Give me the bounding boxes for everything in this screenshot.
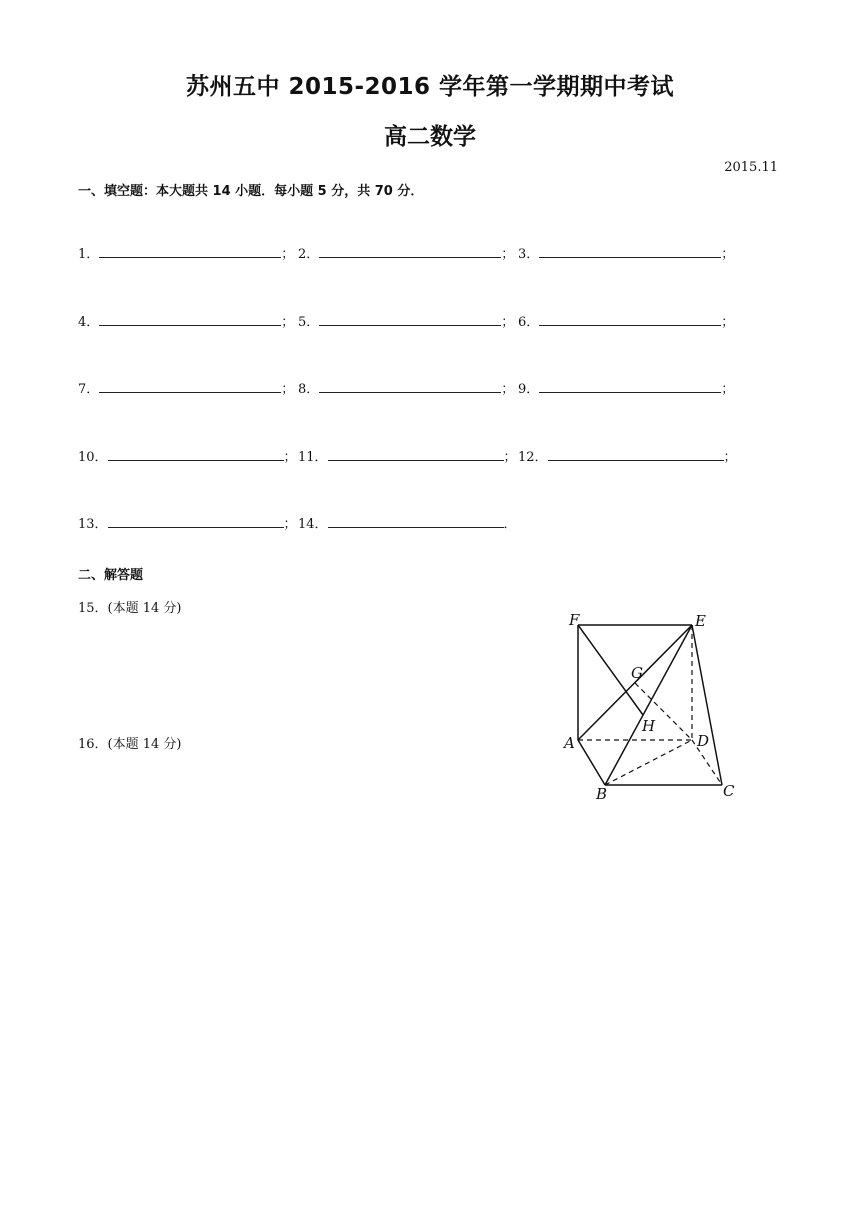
- label-E: E: [695, 612, 706, 630]
- answer-blank-3[interactable]: 3． ；: [518, 243, 734, 262]
- answer-blank-14[interactable]: 14． ．: [298, 513, 517, 532]
- answer-blank-11[interactable]: 11． ；: [298, 446, 517, 465]
- label-B: B: [596, 785, 608, 803]
- geometry-figure: [555, 605, 755, 805]
- edge-BE: [605, 625, 692, 785]
- label-D: D: [697, 732, 710, 750]
- answer-blank-4[interactable]: 4． ；: [78, 311, 294, 330]
- answer-blank-2[interactable]: 2． ；: [298, 243, 514, 262]
- exam-subject: 高二数学: [384, 124, 476, 150]
- answer-blank-12[interactable]: 12． ；: [518, 446, 737, 465]
- exam-title: 苏州五中 2015-2016 学年第一学期期中考试: [185, 74, 675, 100]
- label-G: G: [631, 664, 643, 682]
- question-16-label: 16．(本题 14 分): [78, 737, 182, 752]
- label-H: H: [642, 717, 656, 735]
- answer-blank-5[interactable]: 5． ；: [298, 311, 514, 330]
- label-F: F: [569, 611, 580, 629]
- question-15-label: 15．(本题 14 分): [78, 601, 182, 616]
- answer-blank-10[interactable]: 10． ；: [78, 446, 297, 465]
- answer-blank-8[interactable]: 8． ；: [298, 378, 514, 397]
- answer-blank-9[interactable]: 9． ；: [518, 378, 734, 397]
- label-C: C: [723, 782, 735, 800]
- edge-AB: [578, 740, 605, 785]
- answer-blank-1[interactable]: 1． ；: [78, 243, 294, 262]
- edge-EC: [692, 625, 722, 785]
- answer-blank-6[interactable]: 6． ；: [518, 311, 734, 330]
- section-solutions-heading: 二、解答题: [78, 568, 144, 583]
- answer-blank-7[interactable]: 7． ；: [78, 378, 294, 397]
- exam-date: 2015.11: [724, 160, 778, 175]
- answer-blank-13[interactable]: 13． ；: [78, 513, 297, 532]
- section-fill-in-heading: 一、填空题：本大题共 14 小题．每小题 5 分，共 70 分．: [78, 184, 424, 199]
- label-A: A: [564, 734, 575, 752]
